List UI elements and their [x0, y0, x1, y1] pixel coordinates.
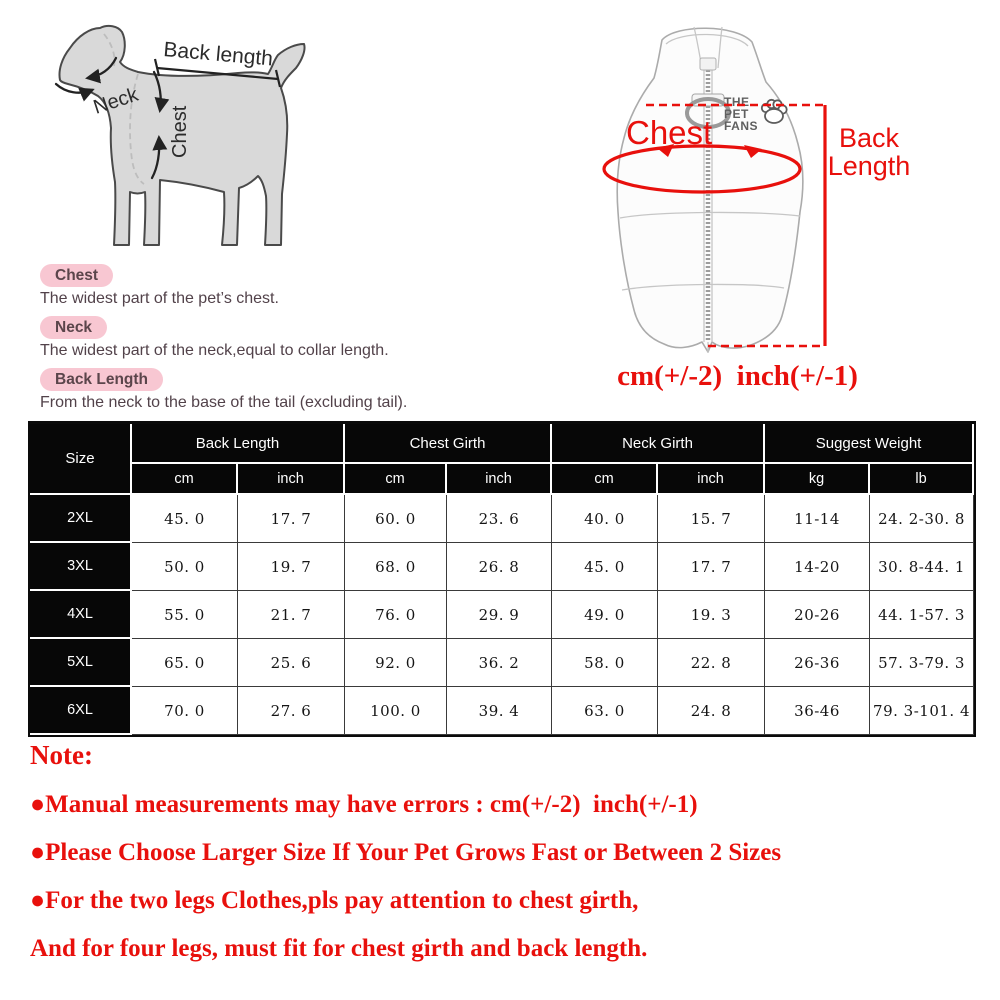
note-line: And for four legs, must fit for chest girth and back length. — [30, 935, 648, 962]
unit-header: cm — [132, 464, 238, 495]
col-group-header: Suggest Weight — [765, 424, 974, 464]
dog-back-length-label: Back length — [162, 38, 274, 71]
row-size-label: 5XL — [30, 639, 132, 687]
table-cell: 44. 1-57. 3 — [870, 591, 974, 639]
table-cell: 26. 8 — [447, 543, 552, 591]
vest-chest-label: Chest — [626, 114, 713, 151]
table-cell: 63. 0 — [552, 687, 658, 735]
unit-header: lb — [870, 464, 974, 495]
dog-neck-label: Neck — [90, 83, 141, 119]
table-cell: 23. 6 — [447, 495, 552, 543]
note-line: ●For the two legs Clothes,pls pay attention to chest girth, — [30, 887, 639, 914]
measurement-definition — [40, 368, 510, 412]
table-cell: 45. 0 — [132, 495, 238, 543]
tolerance-note: cm(+/-2) inch(+/-1) — [617, 360, 858, 392]
table-cell: 76. 0 — [345, 591, 447, 639]
table-cell: 49. 0 — [552, 591, 658, 639]
table-cell: 58. 0 — [552, 639, 658, 687]
table-row — [30, 591, 974, 639]
unit-header: inch — [447, 464, 552, 495]
unit-header: inch — [658, 464, 765, 495]
table-cell: 26-36 — [765, 639, 870, 687]
vest-logo-text: PET — [724, 107, 749, 121]
table-cell: 57. 3-79. 3 — [870, 639, 974, 687]
table-cell: 14-20 — [765, 543, 870, 591]
table-cell: 100. 0 — [345, 687, 447, 735]
notes-title: Note: — [30, 740, 93, 770]
note-lines — [30, 789, 980, 964]
col-group-header: Back Length — [132, 424, 345, 464]
note-line: ●Please Choose Larger Size If Your Pet Grows Fast or Between 2 Sizes — [30, 839, 782, 866]
notes-section — [30, 740, 980, 981]
measurement-definitions — [40, 264, 510, 420]
definition-description: The widest part of the pet’s chest. — [40, 290, 279, 307]
col-group-header: Neck Girth — [552, 424, 765, 464]
table-cell: 19. 7 — [238, 543, 345, 591]
table-cell: 30. 8-44. 1 — [870, 543, 974, 591]
measurement-definition — [40, 264, 510, 308]
table-cell: 15. 7 — [658, 495, 765, 543]
table-cell: 19. 3 — [658, 591, 765, 639]
table-cell: 24. 8 — [658, 687, 765, 735]
row-size-label: 6XL — [30, 687, 132, 735]
definition-term-pill: Back Length — [40, 368, 163, 391]
unit-header: cm — [345, 464, 447, 495]
table-row — [30, 495, 974, 543]
table-cell: 22. 8 — [658, 639, 765, 687]
table-cell: 36. 2 — [447, 639, 552, 687]
definition-term-pill: Neck — [40, 316, 107, 339]
definition-term-pill: Chest — [40, 264, 113, 287]
table-cell: 17. 7 — [658, 543, 765, 591]
table-row — [30, 687, 974, 735]
row-size-label: 3XL — [30, 543, 132, 591]
row-size-label: 4XL — [30, 591, 132, 639]
table-cell: 55. 0 — [132, 591, 238, 639]
table-cell: 92. 0 — [345, 639, 447, 687]
dog-measurement-diagram — [38, 10, 348, 260]
table-cell: 17. 7 — [238, 495, 345, 543]
definition-description: From the neck to the base of the tail (excluding tail). — [40, 394, 408, 411]
table-cell: 60. 0 — [345, 495, 447, 543]
zipper-pull — [700, 58, 716, 70]
vest-logo-text: FANS — [724, 119, 759, 133]
unit-header: inch — [238, 464, 345, 495]
vest-back-length-label: Back Length — [827, 123, 911, 181]
table-cell: 29. 9 — [447, 591, 552, 639]
unit-header: kg — [765, 464, 870, 495]
table-cell: 25. 6 — [238, 639, 345, 687]
table-cell: 21. 7 — [238, 591, 345, 639]
table-cell: 24. 2-30. 8 — [870, 495, 974, 543]
table-row — [30, 543, 974, 591]
table-cell: 11-14 — [765, 495, 870, 543]
table-cell: 20-26 — [765, 591, 870, 639]
table-cell: 70. 0 — [132, 687, 238, 735]
definition-description: The widest part of the neck,equal to collar length. — [40, 342, 389, 359]
vest-logo-text: THE — [724, 95, 750, 109]
table-cell: 79. 3-101. 4 — [870, 687, 974, 735]
table-row — [30, 639, 974, 687]
table-cell: 27. 6 — [238, 687, 345, 735]
dog-chest-label: Chest — [169, 105, 191, 158]
col-header-size: Size — [30, 424, 132, 495]
note-line: ●Manual measurements may have errors : cm(+/-2) inch(+/-1) — [30, 791, 698, 818]
table-cell: 36-46 — [765, 687, 870, 735]
table-cell: 39. 4 — [447, 687, 552, 735]
col-group-header: Chest Girth — [345, 424, 552, 464]
size-table — [28, 421, 976, 737]
row-size-label: 2XL — [30, 495, 132, 543]
table-cell: 45. 0 — [552, 543, 658, 591]
vest-diagram — [588, 6, 828, 358]
unit-header: cm — [552, 464, 658, 495]
table-cell: 68. 0 — [345, 543, 447, 591]
table-cell: 65. 0 — [132, 639, 238, 687]
table-cell: 40. 0 — [552, 495, 658, 543]
table-cell: 50. 0 — [132, 543, 238, 591]
measurement-definition — [40, 316, 510, 360]
